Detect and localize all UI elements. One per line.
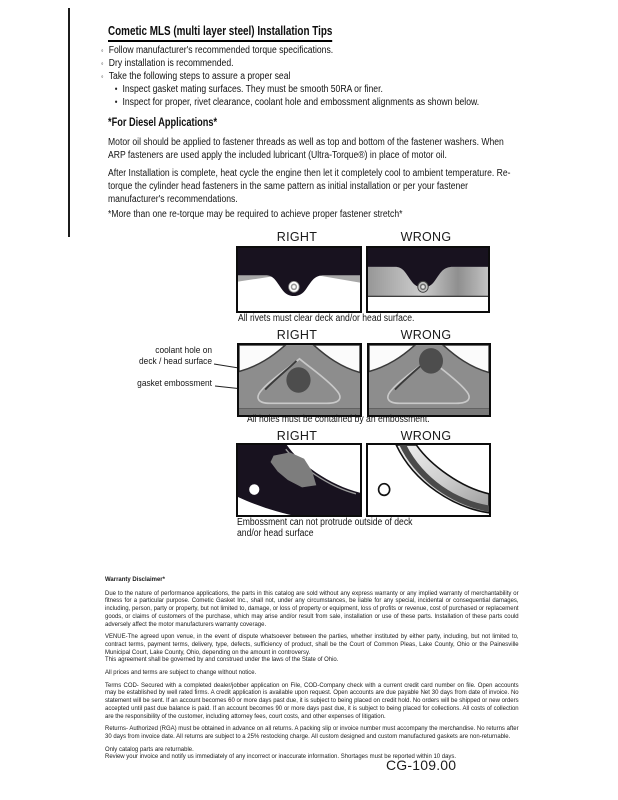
diagram1-right-label: RIGHT: [276, 230, 318, 244]
hole-inside-embossment-illustration: [239, 345, 360, 415]
list-item-text: Take the following steps to assure a proper seal: [108, 71, 291, 82]
warranty-disclaimer: [105, 576, 519, 766]
gasket-embossment-annotation: gasket embossment: [137, 378, 212, 389]
warranty-paragraph: Returns- Authorized (RGA) must be obtained in advance on all returns. A packing slip or invoice number must accompany the merchandise. No returns after 30 days from invoice date. All returns are subject to a 25% restocking charge. All custom designed and custom manufactured gaskets are non-returnable.: [105, 725, 519, 740]
diagram2-caption: All holes must be contained by an embossment.: [247, 414, 430, 425]
diagram2-right-image: [237, 343, 362, 417]
warranty-paragraph: Terms COD- Secured with a completed dealer/jobber application on File, COD-Company check with a current credit card number on file. Open accounts may be established by well rated firms. A credit application is available upon request. Open accounts are due payable Net 30 days from date of invoice. No statement will be sent. If an account becomes 60 or more days past due, it is subject to being placed on credit hold. No orders will be shipped or new orders accepted until past due balance is paid. If an account becomes 90 or more days past due, it is subject to being placed for collections. All costs of collection are the responsibility of the customer, including attorney fees, court costs, and other expenses of litigation.: [105, 681, 519, 720]
warranty-paragraph: All prices and terms are subject to change without notice.: [105, 669, 257, 677]
list-item-text: Inspect gasket mating surfaces. They must be smooth 50RA or finer.: [122, 84, 383, 95]
diagram2-wrong-image: [367, 343, 491, 417]
list-item: [101, 44, 548, 57]
tips-list: [101, 44, 548, 109]
filled-bullet-icon: •: [114, 84, 118, 94]
embossment-protrudes-illustration: [368, 445, 489, 515]
diagram2-wrong-label: WRONG: [400, 328, 452, 342]
diagram2-right-label: RIGHT: [276, 328, 318, 342]
rivet-touches-deck-illustration: [368, 248, 488, 311]
list-item-text: Follow manufacturer's recommended torque specifications.: [108, 45, 334, 56]
diesel-heading: *For Diesel Applications*: [108, 117, 218, 129]
diagram1-caption: All rivets must clear deck and/or head surface.: [238, 313, 415, 324]
warranty-paragraph: This agreement shall be governed by and construed under the laws of the State of Ohio.: [105, 656, 339, 664]
diagram3-caption: Embossment can not protrude outside of deck and/or head surface: [237, 517, 413, 539]
diagram3-right-image: [236, 443, 362, 517]
list-item-text: Dry installation is recommended.: [108, 58, 234, 69]
open-bullet-icon: ◦: [101, 59, 104, 68]
diesel-note: *More than one re-torque may be required to achieve proper fastener stretch*: [108, 209, 403, 220]
hole-outside-embossment-illustration: [369, 345, 489, 415]
page-code: CG-109.00: [386, 757, 457, 773]
list-item: [101, 70, 548, 83]
warranty-heading: Warranty Disclaimer*: [105, 576, 165, 583]
coolant-hole-annotation: coolant hole on deck / head surface: [139, 345, 212, 367]
embossment-inside-deck-illustration: [238, 445, 360, 515]
warranty-paragraph: Review your invoice and notify us immediately of any incorrect or inaccurate information. Shortages must be reported within 10 days.: [105, 753, 457, 761]
warranty-paragraph: Due to the nature of performance applications, the parts in this catalog are sold without any express warranty or any implied warranty of merchantability or fitness for a particular purpose. Cometic Gasket Inc., shall not, under any circumstances, be liable for any special, incidental or consequential damages, including, person, party or property, but not limited to, damage, or loss of property or equipment, loss of profits or revenue, cost of purchased or replacement goods, or claims of customers of the purchase, which may arise and/or result from sale, installation or use of these parts. Installation of these parts could adversely affect the motor manufacturers warranty coverage.: [105, 589, 519, 628]
open-bullet-icon: ◦: [101, 46, 104, 55]
open-bullet-icon: ◦: [101, 72, 104, 81]
list-item: [101, 57, 548, 70]
diesel-paragraph-1: Motor oil should be applied to fastener threads as well as top and bottom of the fastener washers. When ARP fasteners are used apply the included lubricant (Ultra-Torque®) in place of motor oil.: [108, 137, 504, 161]
diesel-paragraph-2: After Installation is complete, heat cycle the engine then let it completely cool to ambient temperature. Re-torque the cylinder head fasteners in the same pattern as initial installation or per your fastener manufacturer's recommendations.: [108, 168, 511, 205]
list-item: [101, 96, 548, 109]
diagram3-wrong-label: WRONG: [400, 429, 452, 443]
filled-bullet-icon: •: [114, 97, 118, 107]
list-item-text: Inspect for proper, rivet clearance, coolant hole and embossment alignments as shown below.: [122, 97, 480, 108]
list-item: [101, 83, 548, 96]
left-margin-rule: [68, 8, 70, 237]
diagram1-wrong-image: [366, 246, 490, 313]
rivet-clears-deck-illustration: [238, 248, 360, 311]
diagram3-right-label: RIGHT: [276, 429, 318, 443]
diagram1-right-image: [236, 246, 362, 313]
diagram3-wrong-image: [366, 443, 491, 517]
page-title: Cometic MLS (multi layer steel) Installation Tips: [108, 23, 332, 42]
warranty-paragraph: Only catalog parts are returnable.: [105, 745, 194, 753]
warranty-paragraph: VENUE-The agreed upon venue, in the event of dispute whatsoever between the parties, whether instituted by either party, including, but not limited to, contract terms, payment terms, delivery, type, defects, sufficiency of product, shall be the Court of Common Pleas, Lake County, Ohio or the Painesville Municipal Court, Lake County, Ohio, depending on the amount in controversy.: [105, 633, 519, 656]
diagram1-wrong-label: WRONG: [400, 230, 452, 244]
